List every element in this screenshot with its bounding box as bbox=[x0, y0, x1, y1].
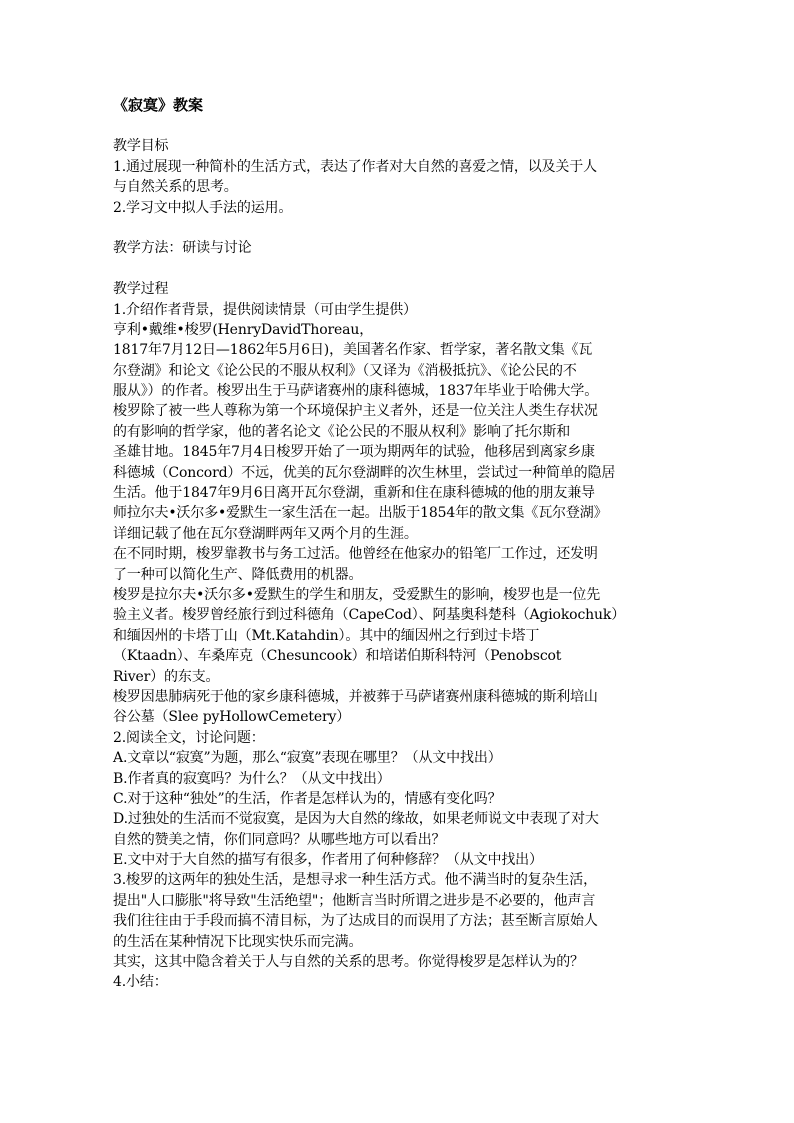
blank-line bbox=[113, 116, 683, 136]
text-line: 梭罗因患肺病死于他的家乡康科德城，并被葬于马萨诸赛州康科德城的斯利培山 bbox=[113, 688, 598, 705]
text-line: 的生活在某种情况下比现实快乐而完满。 bbox=[113, 933, 363, 950]
text-line: A.文章以“寂寞”为题，那么“寂寞”表现在哪里？（从文中找出） bbox=[113, 750, 502, 767]
text-line: 教学目标 bbox=[113, 138, 169, 155]
text-line: 教学过程 bbox=[113, 281, 169, 298]
text-line: 提出"人口膨胀"将导致"生活绝望"；他断言当时所谓之进步是不必要的，他声言 bbox=[113, 892, 596, 909]
text-line: River）的东支。 bbox=[113, 668, 220, 685]
text-line: 服从》）的作者。梭罗出生于马萨诸赛州的康科德城，1837年毕业于哈佛大学。 bbox=[113, 383, 599, 400]
document-title: 《寂寞》教案 bbox=[113, 96, 204, 114]
text-line: E.文中对于大自然的描写有很多，作者用了何种修辞？（从文中找出） bbox=[113, 852, 543, 869]
text-line: 详细记载了他在瓦尔登湖畔两年又两个月的生涯。 bbox=[113, 525, 418, 542]
text-line: 的有影响的哲学家，他的著名论文《论公民的不服从权利》影响了托尔斯和 bbox=[113, 423, 571, 440]
text-line: 2.学习文中拟人手法的运用。 bbox=[113, 199, 293, 216]
document-body bbox=[113, 116, 683, 993]
text-line: 生活。他于1847年9月6日离开瓦尔登湖，重新和住在康科德城的他的朋友兼导 bbox=[113, 485, 595, 502]
text-line: 其实，这其中隐含着关于人与自然的关系的思考。你觉得梭罗是怎样认为的？ bbox=[113, 954, 584, 971]
text-line: （Ktaadn）、车桑库克（Chesuncook）和培诺伯斯科特河（Penobscot bbox=[113, 648, 562, 665]
text-line: 梭罗是拉尔夫•沃尔多•爱默生的学生和朋友，受爱默生的影响，梭罗也是一位先 bbox=[113, 586, 601, 603]
text-line: 尔登湖》和论文《论公民的不服从权利》（又译为《消极抵抗》、《论公民的不 bbox=[113, 362, 577, 379]
text-line: 验主义者。梭罗曾经旅行到过科德角（CapeCod）、阿基奥科楚科（Agiokochuk） bbox=[113, 607, 626, 624]
text-line: 1.通过展现一种简朴的生活方式，表达了作者对大自然的喜爱之情，以及关于人 bbox=[113, 158, 597, 175]
blank-line bbox=[113, 218, 683, 238]
text-line: 梭罗除了被一些人尊称为第一个环境保护主义者外，还是一位关注人类生存状况 bbox=[113, 403, 598, 420]
text-line: 师拉尔夫•沃尔多•爱默生一家生活在一起。出版于1854年的散文集《瓦尔登湖》 bbox=[113, 505, 608, 522]
text-line: 亨利•戴维•梭罗(HenryDavidThoreau， bbox=[113, 321, 374, 338]
blank-line bbox=[113, 259, 683, 279]
document-page bbox=[113, 95, 683, 993]
text-line: B.作者真的寂寞吗？为什么？（从文中找出） bbox=[113, 770, 391, 787]
text-line: 和缅因州的卡塔丁山（Mt.Katahdin）。其中的缅因州之行到过卡塔丁 bbox=[113, 627, 540, 644]
text-line: 教学方法：研读与讨论 bbox=[113, 240, 252, 257]
text-line: 科德城（Concord）不远，优美的瓦尔登湖畔的次生林里，尝试过一种简单的隐居 bbox=[113, 464, 616, 481]
text-line: 3.梭罗的这两年的独处生活，是想寻求一种生活方式。他不满当时的复杂生活， bbox=[113, 872, 597, 889]
text-line: 1817年7月12日—1862年5月6日)，美国著名作家、哲学家，著名散文集《瓦 bbox=[113, 342, 593, 359]
text-line: 在不同时期，梭罗靠教书与务工过活。他曾经在他家办的铅笔厂工作过，还发明 bbox=[113, 546, 598, 563]
text-line: 自然的赞美之情，你们同意吗？从哪些地方可以看出？ bbox=[113, 831, 446, 848]
text-line: 与自然关系的思考。 bbox=[113, 179, 238, 196]
text-line: 我们往往由于手段而搞不清目标，为了达成目的而误用了方法；甚至断言原始人 bbox=[113, 913, 598, 930]
text-line: D.过独处的生活而不觉寂寞，是因为大自然的缘故，如果老师说文中表现了对大 bbox=[113, 811, 599, 828]
text-line: 2.阅读全文，讨论问题： bbox=[113, 729, 265, 746]
text-line: 谷公墓（Slee pyHollowCemetery） bbox=[113, 709, 351, 726]
text-line: 圣雄甘地。1845年7月4日梭罗开始了一项为期两年的试验，他移居到离家乡康 bbox=[113, 444, 595, 461]
text-line: 4.小结： bbox=[113, 974, 168, 991]
text-line: 1.介绍作者背景，提供阅读情景（可由学生提供） bbox=[113, 301, 417, 318]
text-line: C.对于这种“独处”的生活，作者是怎样认为的，情感有变化吗？ bbox=[113, 790, 502, 807]
text-line: 了一种可以简化生产、降低费用的机器。 bbox=[113, 566, 363, 583]
